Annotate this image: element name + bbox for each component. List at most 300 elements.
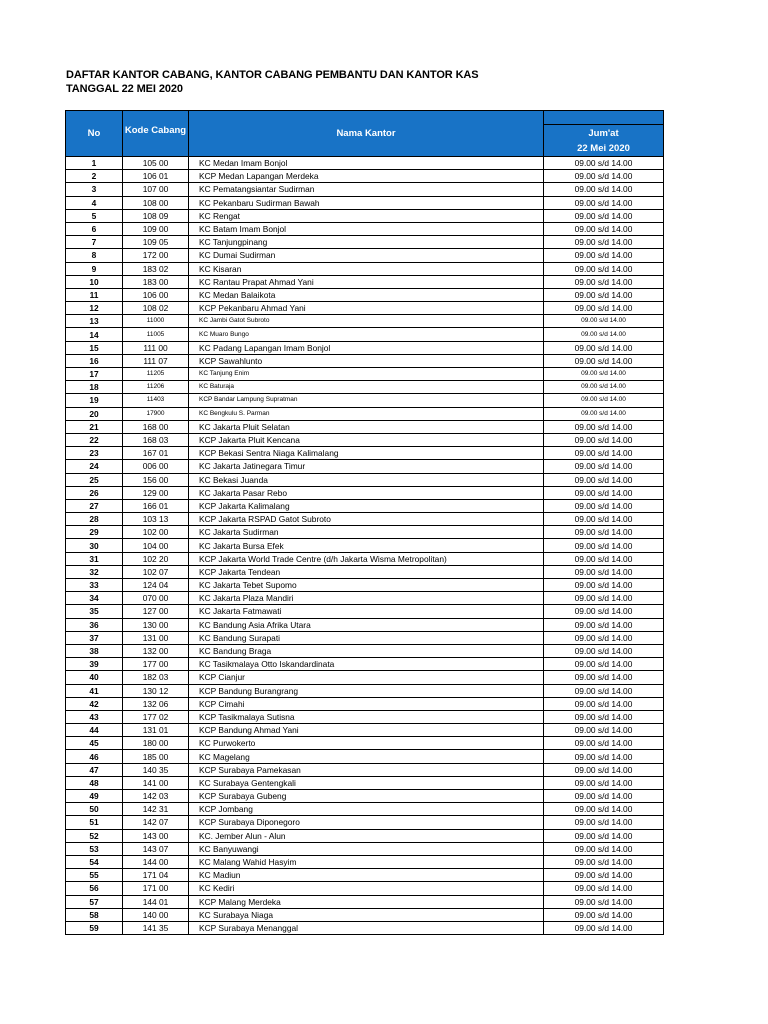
row-kode-cabang: 124 04 [123, 579, 189, 592]
row-nama-kantor: KCP Cianjur [189, 671, 544, 684]
row-kode-cabang: 106 01 [123, 170, 189, 183]
row-no: 21 [66, 420, 123, 433]
row-kode-cabang: 105 00 [123, 157, 189, 170]
table-row [66, 908, 664, 921]
row-no: 30 [66, 539, 123, 552]
row-nama-kantor: KCP Medan Lapangan Merdeka [189, 170, 544, 183]
row-kode-cabang: 11206 [123, 381, 189, 394]
row-kode-cabang: 130 00 [123, 618, 189, 631]
row-kode-cabang: 185 00 [123, 750, 189, 763]
row-jam: 09.00 s/d 14.00 [544, 196, 664, 209]
row-jam: 09.00 s/d 14.00 [544, 579, 664, 592]
row-jam: 09.00 s/d 14.00 [544, 697, 664, 710]
row-jam: 09.00 s/d 14.00 [544, 829, 664, 842]
row-jam: 09.00 s/d 14.00 [544, 631, 664, 644]
row-no: 41 [66, 684, 123, 697]
table-row [66, 170, 664, 183]
row-nama-kantor: KC Madiun [189, 869, 544, 882]
table-row [66, 539, 664, 552]
row-no: 22 [66, 433, 123, 446]
row-no: 9 [66, 262, 123, 275]
row-kode-cabang: 140 35 [123, 763, 189, 776]
row-jam: 09.00 s/d 14.00 [544, 658, 664, 671]
row-nama-kantor: KCP Bandung Burangrang [189, 684, 544, 697]
row-nama-kantor: KC Bandung Asia Afrika Utara [189, 618, 544, 631]
row-kode-cabang: 156 00 [123, 473, 189, 486]
row-nama-kantor: KC Jakarta Tebet Supomo [189, 579, 544, 592]
table-row [66, 737, 664, 750]
row-no: 29 [66, 526, 123, 539]
table-row [66, 222, 664, 235]
row-no: 10 [66, 275, 123, 288]
table-row [66, 381, 664, 394]
row-jam: 09.00 s/d 14.00 [544, 618, 664, 631]
row-kode-cabang: 171 04 [123, 869, 189, 882]
row-no: 12 [66, 302, 123, 315]
row-kode-cabang: 129 00 [123, 486, 189, 499]
row-kode-cabang: 142 03 [123, 790, 189, 803]
row-kode-cabang: 172 00 [123, 249, 189, 262]
row-no: 26 [66, 486, 123, 499]
table-row [66, 631, 664, 644]
row-nama-kantor: KC Bandung Braga [189, 644, 544, 657]
row-kode-cabang: 130 12 [123, 684, 189, 697]
row-jam: 09.00 s/d 14.00 [544, 236, 664, 249]
row-jam: 09.00 s/d 14.00 [544, 592, 664, 605]
table-row [66, 302, 664, 315]
row-kode-cabang: 11000 [123, 315, 189, 328]
row-no: 16 [66, 354, 123, 367]
table-row [66, 697, 664, 710]
table-row [66, 354, 664, 367]
document-date: TANGGAL 22 MEI 2020 [66, 83, 183, 95]
row-no: 23 [66, 447, 123, 460]
table-row [66, 658, 664, 671]
row-kode-cabang: 132 00 [123, 644, 189, 657]
row-kode-cabang: 131 00 [123, 631, 189, 644]
table-row [66, 288, 664, 301]
row-nama-kantor: KC Tanjung Enim [189, 368, 544, 381]
row-jam: 09.00 s/d 14.00 [544, 354, 664, 367]
table-row [66, 710, 664, 723]
row-nama-kantor: KCP Surabaya Pamekasan [189, 763, 544, 776]
branch-table [65, 110, 664, 935]
row-jam: 09.00 s/d 14.00 [544, 381, 664, 394]
header-gap [544, 111, 664, 125]
row-no: 50 [66, 803, 123, 816]
row-kode-cabang: 102 07 [123, 565, 189, 578]
row-nama-kantor: KC Malang Wahid Hasyim [189, 855, 544, 868]
row-kode-cabang: 177 02 [123, 710, 189, 723]
table-row [66, 486, 664, 499]
row-nama-kantor: KC Tanjungpinang [189, 236, 544, 249]
row-nama-kantor: KC Padang Lapangan Imam Bonjol [189, 341, 544, 354]
row-no: 14 [66, 328, 123, 341]
row-nama-kantor: KC Bekasi Juanda [189, 473, 544, 486]
row-jam: 09.00 s/d 14.00 [544, 763, 664, 776]
row-jam: 09.00 s/d 14.00 [544, 368, 664, 381]
row-no: 44 [66, 724, 123, 737]
table-row [66, 565, 664, 578]
table-row [66, 724, 664, 737]
row-kode-cabang: 111 07 [123, 354, 189, 367]
row-nama-kantor: KC Medan Balaikota [189, 288, 544, 301]
table-row [66, 447, 664, 460]
table-row [66, 394, 664, 407]
row-nama-kantor: KC Batam Imam Bonjol [189, 222, 544, 235]
row-no: 59 [66, 921, 123, 934]
row-kode-cabang: 109 00 [123, 222, 189, 235]
row-kode-cabang: 107 00 [123, 183, 189, 196]
row-no: 19 [66, 394, 123, 407]
table-row [66, 262, 664, 275]
row-nama-kantor: KCP Surabaya Menanggal [189, 921, 544, 934]
row-jam: 09.00 s/d 14.00 [544, 486, 664, 499]
table-row [66, 526, 664, 539]
header-kode-cabang: Kode Cabang [123, 111, 189, 157]
row-no: 43 [66, 710, 123, 723]
row-jam: 09.00 s/d 14.00 [544, 644, 664, 657]
table-row [66, 513, 664, 526]
table-row [66, 552, 664, 565]
row-no: 42 [66, 697, 123, 710]
row-nama-kantor: KCP Surabaya Diponegoro [189, 816, 544, 829]
row-kode-cabang: 102 20 [123, 552, 189, 565]
row-nama-kantor: KCP Cimahi [189, 697, 544, 710]
row-jam: 09.00 s/d 14.00 [544, 539, 664, 552]
row-nama-kantor: KC Jakarta Pluit Selatan [189, 420, 544, 433]
document-title: DAFTAR KANTOR CABANG, KANTOR CABANG PEMBANTU DAN KANTOR KAS [66, 69, 479, 81]
row-jam: 09.00 s/d 14.00 [544, 526, 664, 539]
row-no: 47 [66, 763, 123, 776]
row-nama-kantor: KC Jakarta Jatinegara Timur [189, 460, 544, 473]
table-row [66, 895, 664, 908]
table-row [66, 644, 664, 657]
row-kode-cabang: 127 00 [123, 605, 189, 618]
table-row [66, 790, 664, 803]
table-row [66, 209, 664, 222]
row-nama-kantor: KCP Jakarta Kalimalang [189, 499, 544, 512]
row-nama-kantor: KC Jambi Gatot Subroto [189, 315, 544, 328]
row-no: 36 [66, 618, 123, 631]
row-no: 52 [66, 829, 123, 842]
table-row [66, 869, 664, 882]
row-nama-kantor: KCP Bandung Ahmad Yani [189, 724, 544, 737]
row-nama-kantor: KCP Jakarta RSPAD Gatot Subroto [189, 513, 544, 526]
row-nama-kantor: KC Surabaya Niaga [189, 908, 544, 921]
table-row [66, 579, 664, 592]
row-nama-kantor: KC Jakarta Pasar Rebo [189, 486, 544, 499]
header-day [544, 125, 664, 157]
row-jam: 09.00 s/d 14.00 [544, 855, 664, 868]
row-jam: 09.00 s/d 14.00 [544, 341, 664, 354]
row-no: 33 [66, 579, 123, 592]
row-kode-cabang: 131 01 [123, 724, 189, 737]
row-no: 35 [66, 605, 123, 618]
row-jam: 09.00 s/d 14.00 [544, 816, 664, 829]
table-row [66, 882, 664, 895]
row-nama-kantor: KC Pematangsiantar Sudirman [189, 183, 544, 196]
header-date-label: 22 Mei 2020 [577, 142, 630, 154]
row-nama-kantor: KC Jakarta Fatmawati [189, 605, 544, 618]
row-kode-cabang: 070 00 [123, 592, 189, 605]
row-no: 25 [66, 473, 123, 486]
row-jam: 09.00 s/d 14.00 [544, 170, 664, 183]
table-row [66, 763, 664, 776]
row-no: 3 [66, 183, 123, 196]
row-no: 15 [66, 341, 123, 354]
row-no: 24 [66, 460, 123, 473]
row-no: 34 [66, 592, 123, 605]
row-kode-cabang: 141 00 [123, 776, 189, 789]
row-jam: 09.00 s/d 14.00 [544, 315, 664, 328]
table-row [66, 249, 664, 262]
row-no: 48 [66, 776, 123, 789]
row-jam: 09.00 s/d 14.00 [544, 684, 664, 697]
row-kode-cabang: 182 03 [123, 671, 189, 684]
table-row [66, 236, 664, 249]
row-jam: 09.00 s/d 14.00 [544, 908, 664, 921]
header-day-label: Jum'at [588, 127, 619, 139]
row-kode-cabang: 143 07 [123, 842, 189, 855]
row-nama-kantor: KCP Surabaya Gubeng [189, 790, 544, 803]
row-nama-kantor: KC Surabaya Gentengkali [189, 776, 544, 789]
table-row [66, 368, 664, 381]
row-nama-kantor: KCP Jakarta Tendean [189, 565, 544, 578]
row-kode-cabang: 171 00 [123, 882, 189, 895]
row-no: 51 [66, 816, 123, 829]
table-row [66, 275, 664, 288]
row-no: 40 [66, 671, 123, 684]
row-jam: 09.00 s/d 14.00 [544, 275, 664, 288]
row-jam: 09.00 s/d 14.00 [544, 460, 664, 473]
row-jam: 09.00 s/d 14.00 [544, 288, 664, 301]
table-row [66, 460, 664, 473]
row-no: 27 [66, 499, 123, 512]
row-nama-kantor: KCP Tasikmalaya Sutisna [189, 710, 544, 723]
row-jam: 09.00 s/d 14.00 [544, 882, 664, 895]
row-no: 45 [66, 737, 123, 750]
row-kode-cabang: 108 02 [123, 302, 189, 315]
row-jam: 09.00 s/d 14.00 [544, 842, 664, 855]
row-jam: 09.00 s/d 14.00 [544, 671, 664, 684]
row-jam: 09.00 s/d 14.00 [544, 394, 664, 407]
row-jam: 09.00 s/d 14.00 [544, 803, 664, 816]
row-nama-kantor: KCP Bekasi Sentra Niaga Kalimalang [189, 447, 544, 460]
row-no: 6 [66, 222, 123, 235]
header-nama-kantor: Nama Kantor [189, 111, 544, 157]
row-no: 58 [66, 908, 123, 921]
row-kode-cabang: 106 00 [123, 288, 189, 301]
row-nama-kantor: KC Kisaran [189, 262, 544, 275]
row-jam: 09.00 s/d 14.00 [544, 605, 664, 618]
row-nama-kantor: KC Tasikmalaya Otto Iskandardinata [189, 658, 544, 671]
row-nama-kantor: KCP Jombang [189, 803, 544, 816]
row-jam: 09.00 s/d 14.00 [544, 513, 664, 526]
row-no: 49 [66, 790, 123, 803]
row-jam: 09.00 s/d 14.00 [544, 552, 664, 565]
row-nama-kantor: KC Jakarta Bursa Efek [189, 539, 544, 552]
row-nama-kantor: KCP Bandar Lampung Supratman [189, 394, 544, 407]
row-kode-cabang: 111 00 [123, 341, 189, 354]
row-no: 39 [66, 658, 123, 671]
row-no: 54 [66, 855, 123, 868]
row-nama-kantor: KC Muaro Bungo [189, 328, 544, 341]
row-no: 32 [66, 565, 123, 578]
row-jam: 09.00 s/d 14.00 [544, 565, 664, 578]
row-no: 28 [66, 513, 123, 526]
row-jam: 09.00 s/d 14.00 [544, 750, 664, 763]
row-kode-cabang: 166 01 [123, 499, 189, 512]
table-row [66, 592, 664, 605]
row-nama-kantor: KC Medan Imam Bonjol [189, 157, 544, 170]
row-jam: 09.00 s/d 14.00 [544, 776, 664, 789]
row-nama-kantor: KC Banyuwangi [189, 842, 544, 855]
row-kode-cabang: 168 03 [123, 433, 189, 446]
table-row [66, 499, 664, 512]
row-kode-cabang: 144 01 [123, 895, 189, 908]
row-jam: 09.00 s/d 14.00 [544, 209, 664, 222]
row-kode-cabang: 180 00 [123, 737, 189, 750]
row-no: 8 [66, 249, 123, 262]
row-no: 38 [66, 644, 123, 657]
row-nama-kantor: KCP Sawahlunto [189, 354, 544, 367]
row-kode-cabang: 11403 [123, 394, 189, 407]
row-no: 17 [66, 368, 123, 381]
table-row [66, 618, 664, 631]
row-nama-kantor: KCP Malang Merdeka [189, 895, 544, 908]
row-jam: 09.00 s/d 14.00 [544, 262, 664, 275]
table-row [66, 341, 664, 354]
row-no: 37 [66, 631, 123, 644]
row-jam: 09.00 s/d 14.00 [544, 921, 664, 934]
row-kode-cabang: 167 01 [123, 447, 189, 460]
row-kode-cabang: 102 00 [123, 526, 189, 539]
row-no: 1 [66, 157, 123, 170]
row-jam: 09.00 s/d 14.00 [544, 407, 664, 420]
row-no: 46 [66, 750, 123, 763]
table-row [66, 315, 664, 328]
row-no: 56 [66, 882, 123, 895]
row-jam: 09.00 s/d 14.00 [544, 249, 664, 262]
row-jam: 09.00 s/d 14.00 [544, 869, 664, 882]
row-kode-cabang: 11005 [123, 328, 189, 341]
table-row [66, 750, 664, 763]
row-nama-kantor: KC Bandung Surapati [189, 631, 544, 644]
row-kode-cabang: 183 02 [123, 262, 189, 275]
row-jam: 09.00 s/d 14.00 [544, 447, 664, 460]
row-kode-cabang: 142 31 [123, 803, 189, 816]
row-jam: 09.00 s/d 14.00 [544, 302, 664, 315]
row-kode-cabang: 17900 [123, 407, 189, 420]
row-jam: 09.00 s/d 14.00 [544, 420, 664, 433]
table-row [66, 803, 664, 816]
row-kode-cabang: 006 00 [123, 460, 189, 473]
row-kode-cabang: 108 09 [123, 209, 189, 222]
row-jam: 09.00 s/d 14.00 [544, 222, 664, 235]
table-row [66, 420, 664, 433]
row-nama-kantor: KC Magelang [189, 750, 544, 763]
row-no: 31 [66, 552, 123, 565]
row-no: 13 [66, 315, 123, 328]
row-kode-cabang: 132 06 [123, 697, 189, 710]
row-nama-kantor: KC Bengkulu S. Parman [189, 407, 544, 420]
row-jam: 09.00 s/d 14.00 [544, 737, 664, 750]
table-row [66, 605, 664, 618]
row-kode-cabang: 177 00 [123, 658, 189, 671]
row-no: 7 [66, 236, 123, 249]
table-row [66, 328, 664, 341]
row-no: 4 [66, 196, 123, 209]
row-no: 57 [66, 895, 123, 908]
table-row [66, 842, 664, 855]
header-no: No [66, 111, 123, 157]
table-row [66, 684, 664, 697]
table-row [66, 671, 664, 684]
row-nama-kantor: KCP Pekanbaru Ahmad Yani [189, 302, 544, 315]
row-jam: 09.00 s/d 14.00 [544, 710, 664, 723]
row-jam: 09.00 s/d 14.00 [544, 499, 664, 512]
row-nama-kantor: KCP Jakarta World Trade Centre (d/h Jakarta Wisma Metropolitan) [189, 552, 544, 565]
table-row [66, 776, 664, 789]
row-jam: 09.00 s/d 14.00 [544, 473, 664, 486]
table-row [66, 473, 664, 486]
row-jam: 09.00 s/d 14.00 [544, 724, 664, 737]
row-no: 5 [66, 209, 123, 222]
row-kode-cabang: 183 00 [123, 275, 189, 288]
row-jam: 09.00 s/d 14.00 [544, 895, 664, 908]
table-row [66, 157, 664, 170]
row-nama-kantor: KC Baturaja [189, 381, 544, 394]
row-kode-cabang: 143 00 [123, 829, 189, 842]
row-jam: 09.00 s/d 14.00 [544, 328, 664, 341]
row-nama-kantor: KC Dumai Sudirman [189, 249, 544, 262]
row-no: 18 [66, 381, 123, 394]
row-no: 2 [66, 170, 123, 183]
row-no: 55 [66, 869, 123, 882]
row-no: 11 [66, 288, 123, 301]
row-kode-cabang: 142 07 [123, 816, 189, 829]
row-kode-cabang: 141 35 [123, 921, 189, 934]
row-nama-kantor: KC Rantau Prapat Ahmad Yani [189, 275, 544, 288]
table-row [66, 921, 664, 934]
row-kode-cabang: 104 00 [123, 539, 189, 552]
table-row [66, 433, 664, 446]
table-row [66, 196, 664, 209]
row-jam: 09.00 s/d 14.00 [544, 433, 664, 446]
row-kode-cabang: 108 00 [123, 196, 189, 209]
row-nama-kantor: KC Rengat [189, 209, 544, 222]
row-jam: 09.00 s/d 14.00 [544, 183, 664, 196]
row-jam: 09.00 s/d 14.00 [544, 790, 664, 803]
row-nama-kantor: KC Jakarta Plaza Mandiri [189, 592, 544, 605]
row-kode-cabang: 11205 [123, 368, 189, 381]
row-kode-cabang: 109 05 [123, 236, 189, 249]
row-jam: 09.00 s/d 14.00 [544, 157, 664, 170]
row-nama-kantor: KC Purwokerto [189, 737, 544, 750]
row-nama-kantor: KC Kediri [189, 882, 544, 895]
table-row [66, 829, 664, 842]
row-kode-cabang: 168 00 [123, 420, 189, 433]
row-nama-kantor: KC Jakarta Sudirman [189, 526, 544, 539]
row-nama-kantor: KC Pekanbaru Sudirman Bawah [189, 196, 544, 209]
row-nama-kantor: KCP Jakarta Pluit Kencana [189, 433, 544, 446]
table-row [66, 855, 664, 868]
row-no: 20 [66, 407, 123, 420]
table-row [66, 183, 664, 196]
row-nama-kantor: KC. Jember Alun - Alun [189, 829, 544, 842]
table-row [66, 816, 664, 829]
